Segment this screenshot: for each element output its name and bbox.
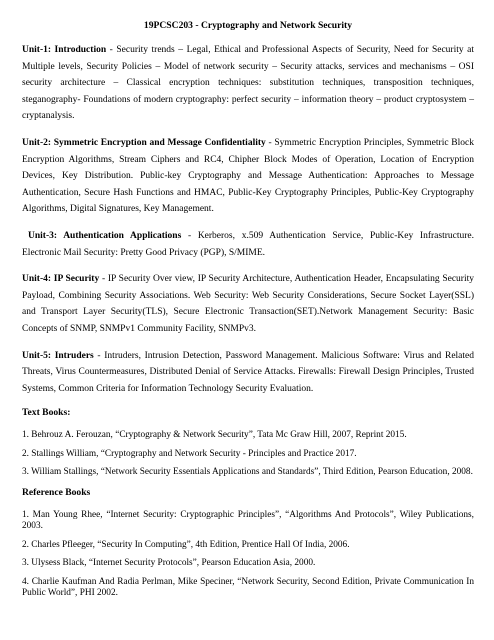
reference-books-heading: Reference Books bbox=[22, 486, 91, 498]
unit-1-text: - Security trends – Legal, Ethical and Professional Aspects of Security, Need for Security at Multiple levels, Security Policies – Model of network security – Security attacks, services and mechanisms – OSI security architecture – Classical encryption techniques: substitution techniques, transposition techniques, steganography- Foundations of modern cryptography: perfect security – information theory – product cryptosystem – cryptanalysis. bbox=[22, 45, 474, 122]
unit-5-label: Unit-5: Intruders bbox=[22, 350, 94, 361]
reference-book-3: 3. Ulysess Black, “Internet Security Protocols”, Pearson Education Asia, 2000. bbox=[22, 558, 316, 569]
unit-2-label: Unit-2: Symmetric Encryption and Message Confidentiality bbox=[22, 137, 266, 148]
unit-2-paragraph bbox=[22, 135, 474, 218]
text-book-2: 2. Stallings William, “Cryptography and Network Security - Principles and Practice 2017. bbox=[22, 448, 357, 459]
unit-4-label: Unit-4: IP Security bbox=[22, 274, 100, 285]
unit-4-text: - IP Security Over view, IP Security Architecture, Authentication Header, Encapsulating Security Payload, Combining Security Associations. Web Security: Web Security Considerations, Secure Socket Layer(SSL) and Transport Layer Security(TLS), Secure Electronic Transaction(SET).Network Management Security: Basic Concepts of SNMP, SNMPv1 Community Facility, SNMPv3. bbox=[22, 274, 474, 334]
unit-2-text: - Symmetric Encryption Principles, Symmetric Block Encryption Algorithms, Stream Ciphers and RC4, Chipher Block Modes of Operation, Location of Encryption Devices, Key Distribution. Public-key Cryptography and Message Authentication: Approaches to Message Authentication, Secure Hash Functions and HMAC, Public-Key Cryptography Principles, Public-Key Cryptography Algorithms, Digital Signatures, Key Management. bbox=[22, 137, 474, 215]
unit-3-label: Unit-3: Authentication Applications bbox=[28, 230, 182, 241]
unit-4-paragraph bbox=[22, 271, 474, 337]
unit-3-text: - Kerberos, x.509 Authentication Service, Public-Key Infrastructure. Electronic Mail Security: Pretty Good Privacy (PGP), S/MIME. bbox=[22, 230, 474, 258]
text-book-3: 3. William Stallings, “Network Security Essentials Applications and Standards”, Third Edition, Pearson Education, 2008. bbox=[22, 467, 473, 478]
reference-book-1: 1. Man Young Rhee, “Internet Security: Cryptographic Principles”, “Algorithms And Protocols”, Wiley Publications, 2003. bbox=[22, 509, 474, 532]
unit-1-paragraph bbox=[22, 42, 474, 125]
unit-1-label: Unit-1: Introduction bbox=[22, 45, 107, 55]
reference-book-2: 2. Charles Pfleeger, “Security In Computing”, 4th Edition, Prentice Hall Of India, 2006. bbox=[22, 539, 350, 550]
unit-5-text: - Intruders, Intrusion Detection, Password Management. Malicious Software: Virus and Related Threats, Virus Countermeasures, Distributed Denial of Service Attacks. Firewalls: Firewall Design Principles, Trusted Systems, Common Criteria for Information Technology Security Evaluation. bbox=[22, 350, 474, 394]
syllabus-page bbox=[22, 20, 474, 607]
document-title: 19PCSC203 - Cryptography and Network Security bbox=[143, 20, 353, 31]
text-book-1: 1. Behrouz A. Ferouzan, “Cryptography & Network Security”, Tata Mc Graw Hill, 2007, Reprint 2015. bbox=[22, 430, 407, 441]
unit-3-paragraph bbox=[22, 228, 474, 261]
reference-book-4: 4. Charlie Kaufman And Radia Perlman, Mike Speciner, “Network Security, Second Edition, Private Communication In Public World”, PHI 2002. bbox=[22, 576, 474, 599]
unit-5-paragraph bbox=[22, 348, 474, 398]
text-books-heading: Text Books: bbox=[22, 407, 71, 419]
